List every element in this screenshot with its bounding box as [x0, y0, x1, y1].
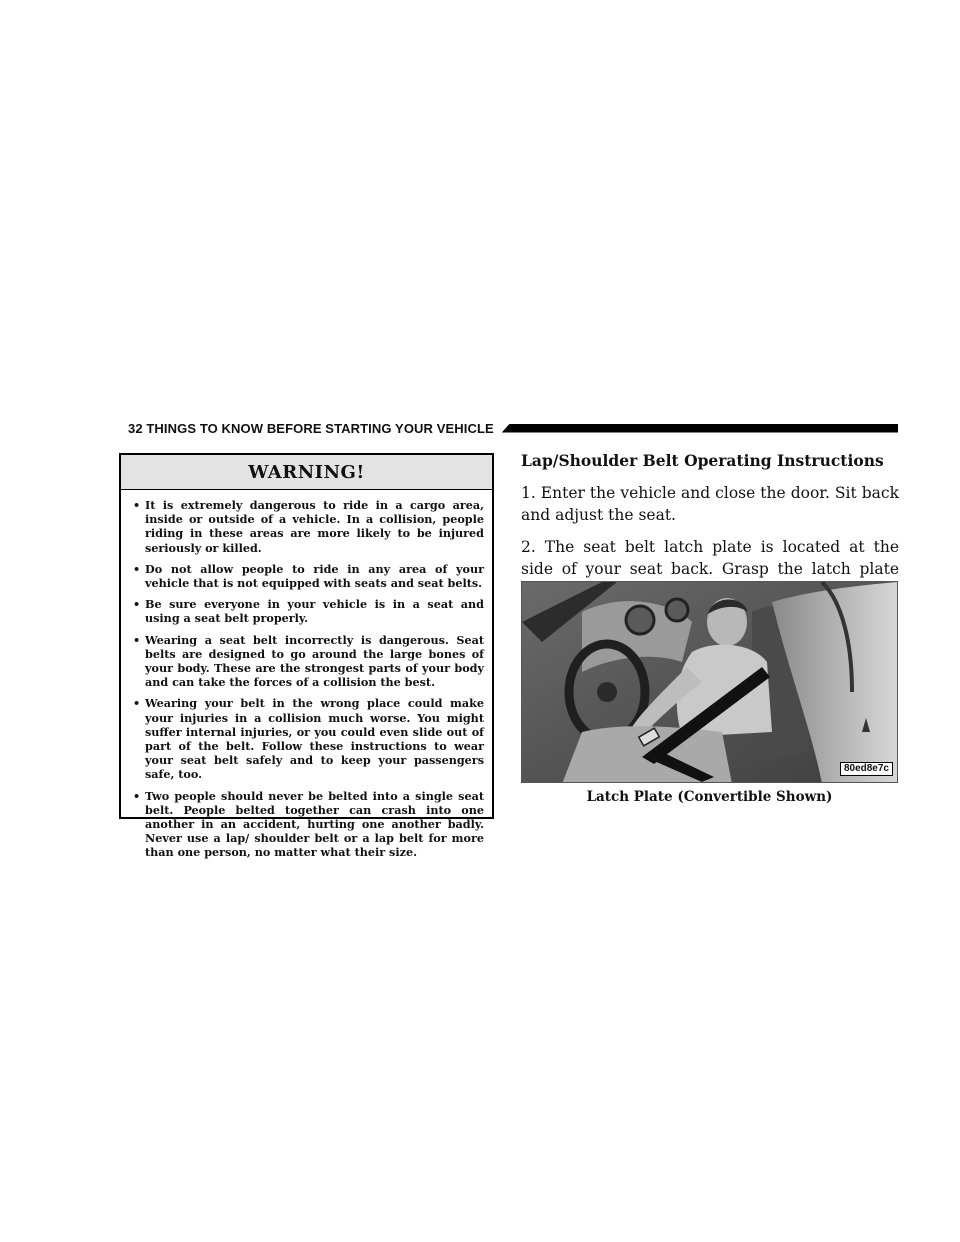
instruction-step: 2. The seat belt latch plate is located at the side of your seat back. Grasp the latch plate	[521, 538, 899, 578]
warning-item	[133, 597, 484, 625]
warning-item	[133, 633, 484, 690]
latch-plate-illustration	[521, 581, 898, 783]
warning-item	[133, 789, 484, 860]
page-header	[128, 419, 898, 437]
warning-list	[121, 490, 492, 860]
warning-title: WARNING!	[248, 461, 365, 483]
warning-title-bar	[121, 455, 492, 490]
bullet: •	[133, 498, 141, 512]
warning-item	[133, 696, 484, 781]
warning-item-text: Wearing a seat belt incorrectly is dangerous. Seat belts are designed to go around the large bones of your body. These are the strongest parts of your body and can take the forces of a collision the best.	[145, 632, 484, 690]
warning-item	[133, 562, 484, 590]
header-text	[128, 421, 494, 436]
instructions-title: Lap/Shoulder Belt Operating Instructions	[521, 451, 884, 470]
warning-item	[133, 498, 484, 555]
warning-item-text: Wearing your belt in the wrong place could make your injuries in a collision much worse. You might suffer internal injuries, or you could even slide out of part of the belt. Follow these instructions to wear your seat belt safely and to keep your passengers safe, too.	[145, 696, 484, 782]
warning-item-text: Be sure everyone in your vehicle is in a seat and using a seat belt properly.	[145, 597, 484, 626]
warning-box	[119, 453, 494, 860]
page-number: 32	[128, 420, 143, 436]
bullet: •	[133, 696, 141, 711]
header-rule	[502, 424, 898, 433]
figure-caption: Latch Plate (Convertible Shown)	[586, 789, 833, 805]
instruction-step: 1. Enter the vehicle and close the door. Sit back and adjust the seat.	[521, 484, 899, 524]
warning-item-text: It is extremely dangerous to ride in a cargo area, inside or outside of a vehicle. In a collision, people riding in these areas are more likely to be injured seriously or killed.	[145, 498, 484, 555]
warning-item-text: Two people should never be belted into a single seat belt. People belted together can crash into one another in an accident, hurting one another badly. Never use a lap/ shoulder belt or a lap belt for more than one person, no matter what their size.	[145, 788, 484, 860]
warning-item-text: Do not allow people to ride in any area of your vehicle that is not equipped with seats and seat belts.	[145, 561, 484, 591]
convertible-seat-illustration	[522, 582, 898, 783]
bullet: •	[133, 561, 141, 576]
bullet: •	[133, 632, 141, 647]
figure-code: 80ed8e7c	[840, 762, 893, 776]
section-title: THINGS TO KNOW BEFORE STARTING YOUR VEHICLE	[146, 420, 494, 436]
bullet: •	[133, 788, 141, 803]
bullet: •	[133, 597, 141, 612]
